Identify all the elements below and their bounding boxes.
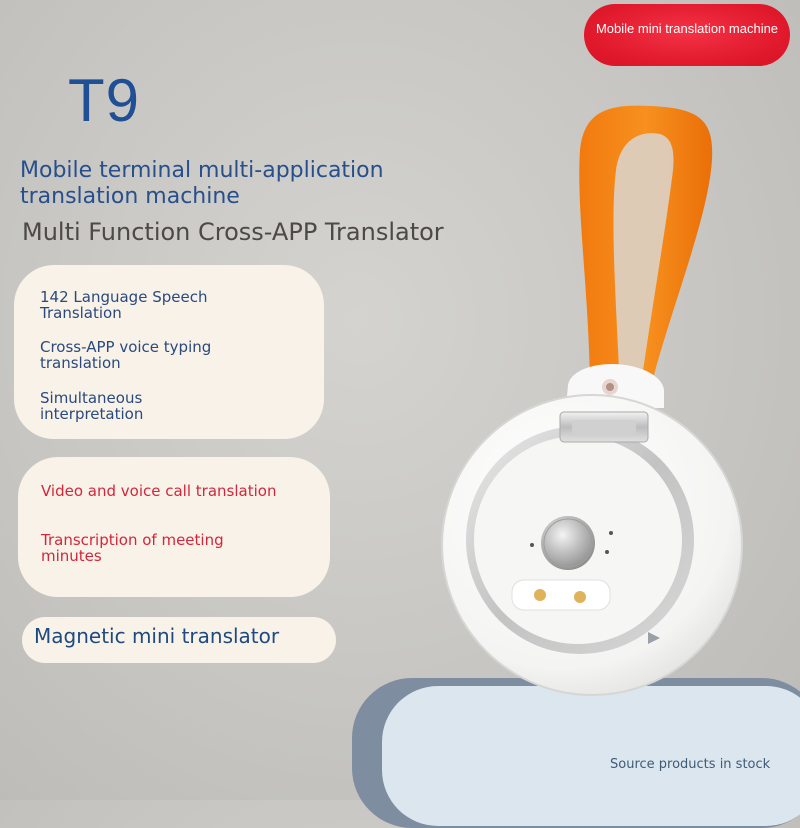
feature-line: 142 Language Speech <box>40 288 208 306</box>
power-button[interactable] <box>541 516 595 570</box>
indicator-dot <box>530 543 534 547</box>
charging-pin <box>534 589 546 601</box>
feature-line: Transcription of meeting <box>41 531 224 549</box>
charging-port <box>512 580 610 610</box>
feature-line: Translation <box>40 304 122 322</box>
orange-strap <box>579 106 712 395</box>
model-name: T9 <box>68 67 141 134</box>
subtitle-line-1: Mobile terminal multi-application <box>20 158 384 183</box>
magnetic-label: Magnetic mini translator <box>34 624 280 648</box>
screw-center <box>606 383 614 391</box>
product-badge: Mobile mini translation machine <box>584 4 790 66</box>
indicator-dot <box>609 531 613 535</box>
charging-pin <box>574 591 586 603</box>
feature-line: translation <box>40 354 121 372</box>
indicator-dot <box>605 550 609 554</box>
feature-line: minutes <box>41 547 102 565</box>
stock-label: Source products in stock <box>610 757 771 772</box>
subtitle-line-2: translation machine <box>20 184 240 209</box>
feature-line: Cross-APP voice typing <box>40 338 212 356</box>
feature-line: Video and voice call translation <box>41 482 277 500</box>
feature-line: interpretation <box>40 405 144 423</box>
feature-line: Simultaneous <box>40 389 143 407</box>
ring-hinge <box>560 412 648 442</box>
product-tagline: Multi Function Cross-APP Translator <box>22 218 444 246</box>
